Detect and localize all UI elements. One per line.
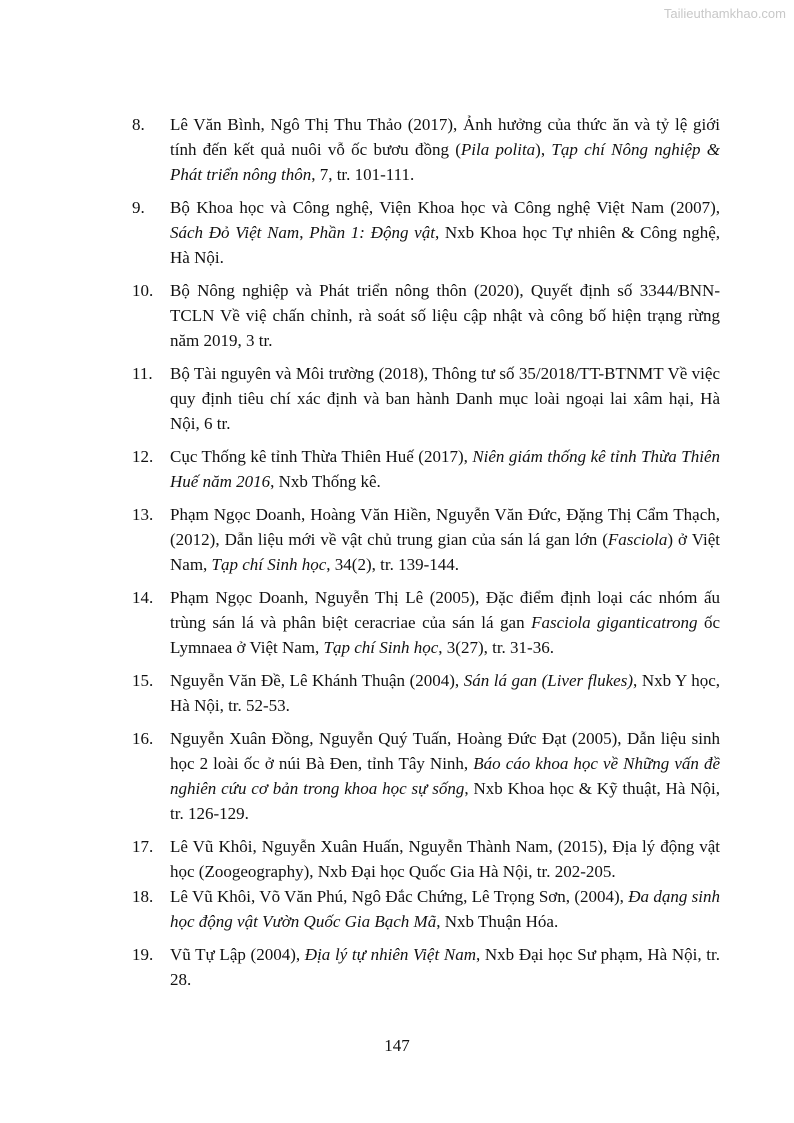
reference-text-segment: Phạm Ngọc Doanh, Hoàng Văn Hiền, Nguyễn Văn Đức, Đặng Thị Cẩm Thạch, (2012), Dẫn liệu mới về vật chủ trung gian của sán lá gan lớn ( <box>170 505 720 549</box>
reference-item <box>132 444 720 494</box>
reference-text-segment: Bộ Khoa học và Công nghệ, Viện Khoa học và Công nghệ Việt Nam (2007), <box>170 198 720 217</box>
reference-text-segment: , <box>299 223 310 242</box>
reference-text <box>170 945 720 989</box>
reference-text-segment: , Nxb Đại học Sư phạm, Hà Nội, tr. 28. <box>170 945 720 989</box>
reference-text-segment: Lê Văn Bình, Ngô Thị Thu Thảo (2017), Ảnh hưởng của thức ăn và tỷ lệ giới tính đến kết quả nuôi vỗ ốc bươu đồng ( <box>170 115 720 159</box>
reference-text <box>170 198 720 267</box>
watermark: Tailieuthamkhao.com <box>663 6 786 21</box>
reference-text-segment: , Nxb Thống kê. <box>270 472 381 491</box>
reference-title-italic: Địa lý tự nhiên Việt Nam <box>304 945 476 964</box>
reference-title-italic: Tạp chí Nông nghiệp & Phát triển nông thôn <box>170 140 720 184</box>
reference-text-segment: , Nxb Thuận Hóa. <box>436 912 559 931</box>
reference-text-segment: Nguyễn Văn Đề, Lê Khánh Thuận (2004), <box>170 671 464 690</box>
reference-item <box>132 726 720 826</box>
reference-text-segment: Vũ Tự Lập (2004), <box>170 945 305 964</box>
reference-item <box>132 361 720 436</box>
reference-text-segment: , Nxb Khoa học & Kỹ thuật, Hà Nội, tr. 126-129. <box>170 779 720 823</box>
reference-text-segment: Phạm Ngọc Doanh, Nguyễn Thị Lê (2005), Đặc điểm định loại các nhóm ấu trùng sán lá và phân biệt ceracriae của sán lá gan <box>170 588 720 632</box>
reference-item <box>132 942 720 992</box>
reference-text-segment: , Nxb Khoa học Tự nhiên & Công nghệ, Hà Nội. <box>170 223 720 267</box>
page-number: 147 <box>384 1036 410 1055</box>
reference-item <box>132 112 720 187</box>
reference-text <box>170 729 720 823</box>
reference-number: 12. <box>132 447 154 466</box>
reference-text-segment: ốc Lymnaea ở Việt Nam, <box>170 613 721 657</box>
reference-text-segment: Cục Thống kê tỉnh Thừa Thiên Huế (2017), <box>170 447 473 466</box>
reference-text-segment: Lê Vũ Khôi, Nguyễn Xuân Huấn, Nguyễn Thành Nam, (2015), Địa lý động vật học (Zoogeography), Nxb Đại học Quốc Gia Hà Nội, tr. 202-205. <box>170 837 720 881</box>
reference-text-segment: , 3(27), tr. 31-36. <box>438 638 554 657</box>
reference-text-segment: ) ở Việt Nam, <box>170 530 720 574</box>
reference-number: 14. <box>132 588 154 607</box>
reference-text-segment: Lê Vũ Khôi, Võ Văn Phú, Ngô Đắc Chứng, Lê Trọng Sơn, (2004), <box>170 887 629 906</box>
reference-item <box>132 195 720 270</box>
reference-text <box>170 281 720 350</box>
reference-title-italic: Sách Đỏ Việt Nam <box>170 223 300 242</box>
reference-number: 18. <box>132 887 154 906</box>
reference-number: 19. <box>132 945 154 964</box>
reference-text-segment: Bộ Nông nghiệp và Phát triển nông thôn (2020), Quyết định số 3344/BNN-TCLN Về việ chấn chỉnh, rà soát số liệu cập nhật và công bố hiện trạng rừng năm 2019, 3 tr. <box>170 281 720 350</box>
reference-title-italic: Fasciola <box>607 530 668 549</box>
reference-text-segment: Nguyễn Xuân Đồng, Nguyễn Quý Tuấn, Hoàng Đức Đạt (2005), Dẫn liệu sinh học 2 loài ốc ở núi Bà Đen, tỉnh Tây Ninh, <box>170 729 720 773</box>
reference-title-italic: Đa dạng sinh học động vật Vườn Quốc Gia Bạch Mã <box>170 887 720 931</box>
reference-number: 8. <box>132 115 145 134</box>
reference-text-segment: , 7, tr. 101-111. <box>311 165 415 184</box>
reference-title-italic: Phần 1: Động vật <box>309 223 435 242</box>
reference-text-segment: , Nxb Y học, Hà Nội, tr. 52-53. <box>170 671 721 715</box>
reference-text <box>170 837 720 881</box>
reference-text <box>170 505 720 574</box>
reference-item <box>132 502 720 577</box>
reference-text-segment: , 34(2), tr. 139-144. <box>326 555 459 574</box>
reference-number: 15. <box>132 671 154 690</box>
reference-number: 16. <box>132 729 154 748</box>
reference-text-segment: Bộ Tài nguyên và Môi trường (2018), Thông tư số 35/2018/TT-BTNMT Về việc quy định tiêu chí xác định và ban hành Danh mục loài ngoại lai xâm hại, Hà Nội, 6 tr. <box>170 364 720 433</box>
reference-item <box>132 585 720 660</box>
reference-title-italic: Báo cáo khoa học về Những vấn đề nghiên cứu cơ bản trong khoa học sự sống <box>170 754 720 798</box>
reference-text <box>170 364 720 433</box>
reference-text <box>170 447 720 491</box>
reference-text <box>170 887 720 931</box>
reference-text <box>170 671 720 715</box>
reference-item <box>132 834 720 884</box>
reference-number: 11. <box>132 364 153 383</box>
reference-number: 10. <box>132 281 154 300</box>
reference-item <box>132 884 720 934</box>
reference-title-italic: Tạp chí Sinh học <box>323 638 439 657</box>
reference-list <box>132 112 720 1000</box>
reference-text-segment: ), <box>535 140 552 159</box>
reference-title-italic: Pila polita <box>460 140 536 159</box>
reference-item <box>132 278 720 353</box>
reference-text <box>170 115 720 184</box>
reference-number: 9. <box>132 198 145 217</box>
reference-number: 13. <box>132 505 154 524</box>
reference-title-italic: Fasciola giganticatrong <box>531 613 698 632</box>
reference-title-italic: Niên giám thống kê tỉnh Thừa Thiên Huế năm 2016 <box>170 447 720 491</box>
reference-title-italic: Tạp chí Sinh học <box>211 555 327 574</box>
reference-text <box>170 588 720 657</box>
reference-item <box>132 668 720 718</box>
reference-number: 17. <box>132 837 154 856</box>
reference-title-italic: Sán lá gan (Liver flukes) <box>463 671 634 690</box>
